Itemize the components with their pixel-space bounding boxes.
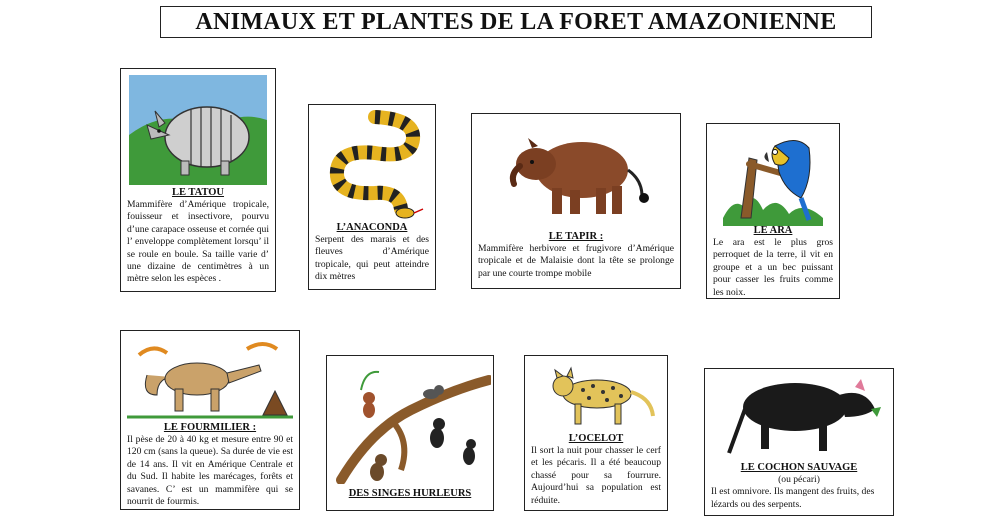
card-text: Il est omnivore. Ils mangent des fruits, des lézards ou des serpents. xyxy=(711,486,875,510)
card-title: L’ANACONDA xyxy=(336,222,408,233)
card-text: Il sort la nuit pour chasser le cerf et les pécaris. Il a été beaucoup chassé pour sa fourrure. Aujourd’hui sa population est réduite. xyxy=(531,445,661,506)
card-title: LE TATOU xyxy=(171,187,225,198)
card-title: LE TAPIR : xyxy=(548,231,604,242)
card-ocelot xyxy=(524,355,668,511)
macaw-drawing xyxy=(713,128,835,226)
monkeys-drawing xyxy=(331,360,491,484)
card-title-suffix: : xyxy=(249,422,257,433)
card-title: LE COCHON SAUVAGE xyxy=(740,462,858,473)
boar-drawing xyxy=(715,373,885,457)
armadillo-drawing xyxy=(129,75,267,185)
card-anaconda xyxy=(308,104,436,290)
ocelot-drawing xyxy=(535,362,659,428)
card-fourmilier xyxy=(120,330,300,510)
card-subtitle: (ou pécari) xyxy=(778,474,820,485)
card-text: Le ara est le plus gros perroquet de la terre, il vit en groupe et a un bec puissant pour casser les fruits comme les noix. xyxy=(713,237,833,298)
card-text: Mammifère herbivore et frugivore d’Amérique tropicale et de Malaisie dont la tête se prolonge par une courte trompe mobile xyxy=(478,243,674,279)
card-singes xyxy=(326,355,494,511)
card-ara xyxy=(706,123,840,299)
card-title: LE ARA xyxy=(753,225,793,236)
card-title-wrap xyxy=(127,421,293,434)
card-title: DES SINGES HURLEURS xyxy=(348,488,472,499)
card-text: Il pèse de 20 à 40 kg et mesure entre 90 et 120 cm (sans la queue). Sa durée de vie est de 14 ans. Il vit en Amérique Centrale et du Sud. Il habite les marécages, forêts et savanes. C’ est un mammifère qui se nourrit de fourmis. xyxy=(127,434,293,508)
tapir-drawing xyxy=(492,122,662,226)
card-title: LE FOURMILIER xyxy=(163,422,250,433)
card-tatou xyxy=(120,68,276,292)
page-title: ANIMAUX ET PLANTES DE LA FORET AMAZONIENNE xyxy=(160,6,872,38)
card-tapir xyxy=(471,113,681,289)
snake-drawing xyxy=(315,109,431,221)
anteater-drawing xyxy=(127,335,293,421)
card-text: Serpent des marais et des fleuves d’Amérique tropicale, qui peut atteindre dix mètres xyxy=(315,234,429,283)
card-cochon xyxy=(704,368,894,516)
card-title: L’OCELOT xyxy=(568,433,624,444)
card-text: Mammifère d’Amérique tropicale, fouisseur et insectivore, pourvu d’une carapace osseuse et cornée qui l’ enveloppe complètement lorsqu’ il se roule en boule. Sa taille varie d’ une dizaine de centimètres à un mètre selon les espèces . xyxy=(127,199,269,285)
